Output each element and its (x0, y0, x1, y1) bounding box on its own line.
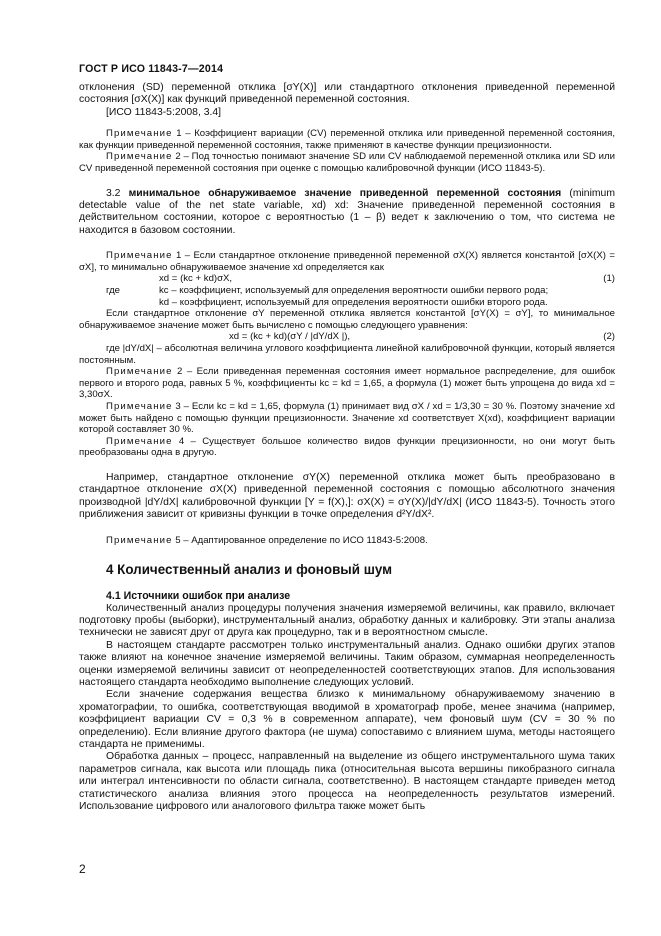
def-note-2 (79, 366, 615, 401)
formula-2-number: (2) (603, 331, 615, 343)
where-label: где (106, 285, 121, 296)
subsection-4-1-title: 4.1 Источники ошибок при анализе (106, 590, 291, 603)
definition-text: (minimum detectable value of the net state variable, xd) xd: Значение приведенной переменной состояния в действительном состоянии, которое с вероятностью (1 – β) ведет к заключению о том, что система не находится в базовом состоянии. (79, 187, 615, 236)
where-kd: kd – коэффициент, используемый для определения вероятности ошибки второго рода. (159, 296, 548, 308)
document-header: ГОСТ Р ИСО 11843-7—2014 (79, 63, 224, 75)
definition-3-2 (79, 188, 615, 238)
def-note-4 (79, 436, 615, 459)
where-block (79, 285, 615, 297)
def-note-1 (79, 250, 615, 273)
where-kc: kc – коэффициент, используемый для определения вероятности ошибки первого рода; (159, 285, 549, 296)
paragraph-4-1-a: Количественный анализ процедуры получения значения измеряемой величины, как правило, включает подготовку пробы (выборки), инструментальный анализ, обработку данных и калибровку. Эти этапы анализа технически не зависят друг от друга как процедурно, так и в вероятностном смысле. (79, 602, 615, 639)
note-2-accuracy (79, 151, 615, 174)
def-note-3 (79, 401, 615, 436)
note-text: 1 – Если стандартное отклонение приведенной переменной σX(X) является константой [σX(X) = σX], то минимально обнаруживаемое значение xd определяется как (79, 250, 615, 273)
note-label: Примечание (106, 250, 173, 262)
formula-2-expression: xd = (kc + kd)(σY / |dY/dX |), (229, 331, 351, 343)
note-text: 2 – Под точностью понимают значение SD или CV наблюдаемой переменной отклика или SD или CV приведенной переменной состояния при оценке с помощью калибровочной функции (ИСО 11843-5). (79, 151, 615, 174)
paragraph-example: Например, стандартное отклонение σY(X) переменной отклика может быть преобразовано в стандартное отклонение σX(X) приведенной переменной состояния с помощью абсолютного значения производной |dY/dX| калибровочной функции [Y = f(X),]: σX(X) = σY(X)/|dY/dX| (ИСО 11843-5). Точность этого приближения зависит от кривизны функции в точке определения d²Y/dX². (79, 471, 615, 521)
note-label: Примечание (106, 435, 173, 447)
note-label: Примечание (106, 400, 173, 412)
formula-1-expression: xd = (kc + kd)σX, (159, 273, 233, 285)
note-text: 3 – Если kc = kd = 1,65, формула (1) принимает вид σX / xd = 1/3,30 = 30 %. Поэтому значение xd может быть найдено с помощью функции прецизионности. Значение xd соответствует X(xd), коэффициент вариации которой составляет 30 %. (79, 400, 615, 436)
definition-number: 3.2 (106, 187, 129, 199)
formula-1-number: (1) (603, 273, 615, 285)
note-text: 2 – Если приведенная переменная состояния имеет нормальное распределение, для ошибок первого и второго рода, равных 5 %, коэффициенты kc = kd = 1,65, а формула (1) может быть упрощена до вида xd = 3,30σX. (79, 366, 615, 401)
paragraph-4-1-b: В настоящем стандарте рассмотрен только инструментальный анализ. Однако ошибки других этапов также влияют на конечное значение измеряемой величины. Таким образом, суммарная неопределенность оценки измеряемой величины зависит от неопределенностей соответствующих этапов. Для использования настоящего стандарта необходимо выполнение следующих условий. (79, 639, 615, 688)
paragraph-4-1-d: Обработка данных – процесс, направленный на выделение из общего инструментального шума таких параметров сигнала, как высота или площадь пика (относительная высота вершины пикобразного сигнала или интеграл интенсивности по области сигнала, соответственно). В настоящем стандарте приведен метод статистического анализа влияния этого процесса на неопределенность результатов измерений. Использование цифрового или аналогового фильтра также может быть (79, 751, 615, 813)
section-4-title: 4 Количественный анализ и фоновый шум (106, 562, 393, 578)
note-label: Примечание (106, 534, 173, 546)
document-body (79, 82, 615, 813)
formula-2 (79, 331, 615, 343)
def-note-1-cont: Если стандартное отклонение σY переменной отклика является константой [σY(X) = σY], то минимальное обнаруживаемое значение может быть вычислено с помощью следующего уравнения: (79, 308, 615, 331)
definition-term: минимальное обнаруживаемое значение приведенной переменной состояния (128, 187, 562, 199)
note-1-cv (79, 128, 615, 151)
page-number: 2 (79, 862, 86, 876)
reference-iso-3-4: [ИСО 11843-5:2008, 3.4] (106, 106, 222, 118)
note-label: Примечание (106, 151, 173, 163)
where-slope: где |dY/dX| – абсолютная величина углового коэффициента линейной калибровочной функции, который является постоянным. (79, 342, 615, 366)
note-label: Примечание (106, 366, 173, 378)
paragraph-4-1-c: Если значение содержания вещества близко к минимальному обнаруживаемому значению в хроматографии, то ошибка, соответствующая вводимой в хроматограф пробе, менее значима (например, коэффициент вариации CV = 0,3 % в современном аппарате), чем фоновый шум (CV = 30 % по определению). Если влияние другого фактора (не шума) сопоставимо с влиянием шума, методы настоящего стандарта не применимы. (79, 689, 615, 750)
note-text: 5 – Адаптированное определение по ИСО 11843-5:2008. (172, 534, 428, 546)
note-label: Примечание (106, 128, 173, 140)
note-text: 1 – Коэффициент вариации (CV) переменной отклика или приведенной переменной состояния, как функции приведенной переменной состояния, также применяют в качестве функции прецизионности. (79, 128, 615, 151)
def-note-5 (79, 535, 615, 547)
note-text: 4 – Существует большое количество видов функции прецизионности, но они могут быть преобразованы одна в другую. (79, 435, 615, 459)
formula-1 (79, 273, 615, 285)
paragraph-precision-function-cont: отклонения (SD) переменной отклика [σY(X)] или стандартного отклонения приведенной переменной состояния [σX(X)] как функций приведенной переменной состояния. (79, 82, 615, 106)
